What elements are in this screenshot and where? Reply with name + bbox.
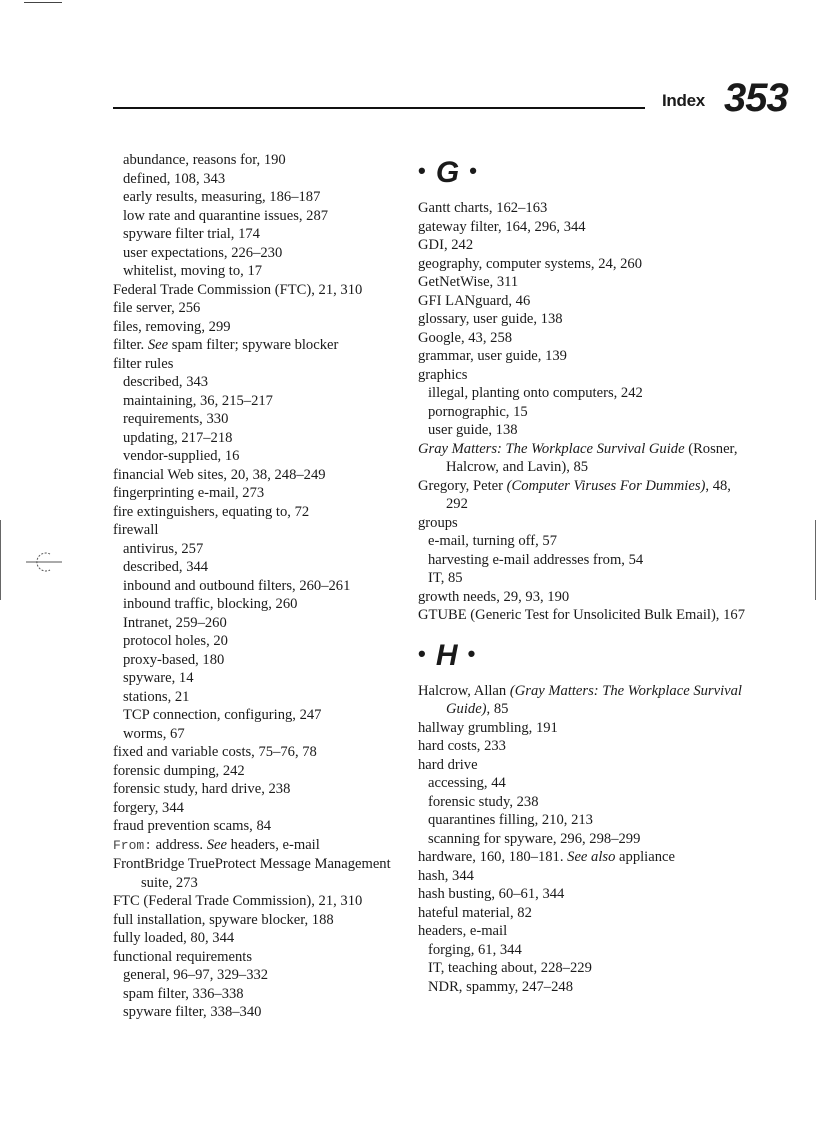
entry-text: grammar, user guide, 139 bbox=[418, 348, 567, 364]
section-heading bbox=[418, 634, 748, 682]
entry-text: fire extinguishers, equating to, 72 bbox=[113, 503, 310, 520]
index-subentry bbox=[113, 966, 413, 985]
index-subentry bbox=[418, 569, 748, 588]
index-entry bbox=[418, 236, 748, 255]
entry-text: hash, 344 bbox=[418, 867, 474, 884]
code-text: From: bbox=[113, 837, 153, 853]
entry-text: low rate and quarantine issues, 287 bbox=[123, 207, 329, 224]
index-entry bbox=[418, 922, 748, 941]
entry-text: TCP connection, configuring, 247 bbox=[123, 707, 322, 723]
entry-text: IT, 85 bbox=[428, 570, 463, 586]
index-entry bbox=[418, 255, 748, 274]
index-entry bbox=[418, 867, 748, 886]
entry-text: GTUBE (Generic Test for Unsolicited Bulk Email), 167 bbox=[418, 607, 745, 623]
index-entry bbox=[418, 514, 748, 533]
index-entry bbox=[418, 904, 748, 923]
index-subentry bbox=[113, 170, 413, 189]
index-subentry bbox=[418, 403, 748, 422]
entry-text: hallway grumbling, 191 bbox=[418, 719, 558, 736]
index-subentry bbox=[113, 595, 413, 614]
entry-text: FTC (Federal Trade Commission), 21, 310 bbox=[113, 893, 363, 909]
index-entry bbox=[418, 885, 748, 904]
index-subentry bbox=[418, 959, 748, 978]
entry-text: worms, 67 bbox=[123, 725, 185, 742]
entry-text: forensic dumping, 242 bbox=[113, 762, 245, 779]
entry-text: user expectations, 226–230 bbox=[123, 244, 283, 261]
index-subentry bbox=[418, 793, 748, 812]
entry-text: NDR, spammy, 247–248 bbox=[428, 978, 573, 995]
entry-text: full installation, spyware blocker, 188 bbox=[113, 911, 334, 928]
entry-text: headers, e-mail bbox=[418, 923, 508, 939]
index-subentry bbox=[113, 540, 413, 559]
index-subentry bbox=[113, 577, 413, 596]
section-letter: H bbox=[435, 638, 460, 672]
entry-text: spyware, 14 bbox=[123, 670, 194, 686]
entry-text: filter rules bbox=[113, 355, 174, 372]
bullet-icon: • bbox=[418, 158, 436, 183]
entry-text: inbound and outbound filters, 260–261 bbox=[123, 577, 351, 594]
entry-text: scanning for spyware, 296, 298–299 bbox=[428, 830, 641, 847]
index-column-left bbox=[113, 151, 413, 1022]
index-entry bbox=[113, 336, 413, 355]
entry-text: stations, 21 bbox=[123, 688, 190, 705]
entry-text: spyware filter trial, 174 bbox=[123, 226, 260, 242]
entry-text: firewall bbox=[113, 522, 159, 538]
index-entry bbox=[113, 762, 413, 781]
index-entry bbox=[113, 466, 413, 485]
bullet-icon: • bbox=[459, 640, 478, 666]
index-entry bbox=[418, 606, 748, 625]
entry-text: spyware filter, 338–340 bbox=[123, 1004, 262, 1020]
entry-text: FrontBridge TrueProtect Message Management suite, 273 bbox=[113, 856, 391, 891]
index-entry bbox=[113, 743, 413, 762]
italic-text: See also bbox=[567, 849, 616, 865]
italic-text: See bbox=[147, 337, 169, 353]
italic-text: (Gray Matters: The Workplace Survival Guide) bbox=[446, 682, 742, 717]
index-subentry bbox=[113, 614, 413, 633]
entry-text: fingerprinting e-mail, 273 bbox=[113, 485, 265, 501]
index-subentry bbox=[113, 669, 413, 688]
entry-text: spam filter; spyware blocker bbox=[168, 337, 339, 353]
header-rule bbox=[113, 107, 645, 109]
index-entry bbox=[113, 836, 413, 856]
entry-text: Gregory, Peter bbox=[418, 477, 507, 494]
entry-text: hash busting, 60–61, 344 bbox=[418, 886, 565, 902]
entry-text: maintaining, 36, 215–217 bbox=[123, 392, 273, 409]
entry-text: antivirus, 257 bbox=[123, 540, 204, 557]
entry-text: (Rosner, Halcrow, and Lavin), 85 bbox=[446, 440, 738, 475]
entry-text: GetNetWise, 311 bbox=[418, 274, 519, 290]
entry-text: forensic study, 238 bbox=[428, 793, 539, 810]
entry-text: fully loaded, 80, 344 bbox=[113, 930, 235, 946]
index-entry bbox=[418, 477, 748, 514]
index-subentry bbox=[418, 978, 748, 997]
index-entry bbox=[418, 737, 748, 756]
entry-text: hard drive bbox=[418, 756, 478, 773]
entry-text: GDI, 242 bbox=[418, 237, 474, 253]
entry-text: filter. bbox=[113, 337, 148, 353]
index-entry bbox=[113, 855, 413, 892]
italic-text: (Computer Viruses For Dummies) bbox=[506, 477, 706, 494]
index-entry bbox=[418, 310, 748, 329]
index-entry bbox=[418, 440, 748, 477]
section-gap bbox=[418, 625, 748, 634]
index-entry bbox=[113, 299, 413, 318]
entry-text: appliance bbox=[615, 849, 675, 865]
entry-text: files, removing, 299 bbox=[113, 318, 231, 335]
italic-text: Gray Matters: The Workplace Survival Guide bbox=[418, 440, 685, 457]
entry-text: pornographic, 15 bbox=[428, 403, 528, 420]
entry-text: hateful material, 82 bbox=[418, 904, 532, 921]
index-entry bbox=[418, 588, 748, 607]
index-entry bbox=[113, 911, 413, 930]
index-subentry bbox=[113, 706, 413, 725]
entry-text: proxy-based, 180 bbox=[123, 651, 225, 668]
index-subentry bbox=[418, 421, 748, 440]
entry-text: forensic study, hard drive, 238 bbox=[113, 781, 291, 797]
index-subentry bbox=[113, 688, 413, 707]
index-subentry bbox=[113, 373, 413, 392]
entry-text: whitelist, moving to, 17 bbox=[123, 263, 263, 279]
italic-text: See bbox=[206, 836, 227, 853]
index-subentry bbox=[113, 632, 413, 651]
index-subentry bbox=[418, 941, 748, 960]
entry-text: Intranet, 259–260 bbox=[123, 614, 227, 631]
entry-text: groups bbox=[418, 514, 458, 531]
index-subentry bbox=[113, 429, 413, 448]
index-entry bbox=[113, 503, 413, 522]
entry-text: glossary, user guide, 138 bbox=[418, 311, 563, 327]
index-subentry bbox=[113, 262, 413, 281]
index-entry bbox=[418, 329, 748, 348]
entry-text: vendor-supplied, 16 bbox=[123, 448, 240, 464]
bullet-icon: • bbox=[418, 640, 436, 666]
entry-text: abundance, reasons for, 190 bbox=[123, 152, 286, 168]
entry-text: geography, computer systems, 24, 260 bbox=[418, 255, 643, 272]
crop-mark-top bbox=[24, 2, 62, 3]
entry-text: Halcrow, Allan bbox=[418, 682, 510, 699]
index-entry bbox=[113, 929, 413, 948]
crop-mark-left bbox=[0, 520, 1, 600]
entry-text: IT, teaching about, 228–229 bbox=[428, 960, 592, 976]
entry-text: early results, measuring, 186–187 bbox=[123, 189, 321, 205]
entry-text: quarantines filling, 210, 213 bbox=[428, 812, 593, 828]
entry-text: defined, 108, 343 bbox=[123, 170, 226, 187]
index-subentry bbox=[113, 188, 413, 207]
index-entry bbox=[418, 366, 748, 385]
entry-text: forgery, 344 bbox=[113, 799, 184, 816]
index-subentry bbox=[113, 151, 413, 170]
section-heading bbox=[418, 151, 748, 199]
index-subentry bbox=[113, 392, 413, 411]
index-subentry bbox=[418, 774, 748, 793]
index-entry bbox=[418, 199, 748, 218]
page-number: 353 bbox=[724, 76, 788, 120]
entry-text: illegal, planting onto computers, 242 bbox=[428, 385, 643, 401]
entry-text: harvesting e-mail addresses from, 54 bbox=[428, 551, 644, 568]
index-entry bbox=[418, 292, 748, 311]
entry-text: Federal Trade Commission (FTC), 21, 310 bbox=[113, 281, 363, 298]
entry-text: headers, e-mail bbox=[227, 836, 320, 853]
index-entry bbox=[418, 347, 748, 366]
index-entry bbox=[418, 273, 748, 292]
index-subentry bbox=[113, 207, 413, 226]
entry-text: hardware, 160, 180–181. bbox=[418, 849, 568, 865]
index-entry bbox=[418, 719, 748, 738]
entry-text: e-mail, turning off, 57 bbox=[428, 533, 558, 549]
index-subentry bbox=[113, 447, 413, 466]
entry-text: forging, 61, 344 bbox=[428, 941, 522, 958]
index-entry bbox=[113, 318, 413, 337]
index-entry bbox=[418, 756, 748, 775]
bullet-icon: • bbox=[461, 158, 479, 183]
entry-text: , 48, 292 bbox=[446, 477, 731, 512]
entry-text: general, 96–97, 329–332 bbox=[123, 967, 269, 983]
index-entry bbox=[113, 799, 413, 818]
index-subentry bbox=[418, 532, 748, 551]
index-subentry bbox=[418, 811, 748, 830]
index-entry bbox=[113, 484, 413, 503]
entry-text: fixed and variable costs, 75–76, 78 bbox=[113, 744, 317, 760]
entry-text: financial Web sites, 20, 38, 248–249 bbox=[113, 466, 326, 483]
index-entry bbox=[418, 682, 748, 719]
index-subentry bbox=[113, 1003, 413, 1022]
index-entry bbox=[113, 281, 413, 300]
index-subentry bbox=[113, 558, 413, 577]
index-entry bbox=[113, 892, 413, 911]
entry-text: growth needs, 29, 93, 190 bbox=[418, 588, 570, 605]
entry-text: updating, 217–218 bbox=[123, 429, 233, 446]
entry-text: Gantt charts, 162–163 bbox=[418, 200, 548, 216]
entry-text: user guide, 138 bbox=[428, 422, 518, 438]
entry-text: accessing, 44 bbox=[428, 775, 506, 791]
index-subentry bbox=[113, 244, 413, 263]
entry-text: inbound traffic, blocking, 260 bbox=[123, 596, 298, 612]
index-entry bbox=[113, 355, 413, 374]
index-subentry bbox=[113, 410, 413, 429]
registration-mark-icon bbox=[26, 551, 62, 573]
entry-text: , 85 bbox=[486, 701, 509, 717]
index-subentry bbox=[113, 225, 413, 244]
index-entry bbox=[113, 817, 413, 836]
entry-text: protocol holes, 20 bbox=[123, 633, 228, 649]
entry-text: described, 343 bbox=[123, 374, 209, 390]
entry-text: spam filter, 336–338 bbox=[123, 985, 244, 1002]
index-subentry bbox=[418, 551, 748, 570]
section-letter: G bbox=[435, 156, 462, 189]
index-entry bbox=[113, 948, 413, 967]
entry-text: address. bbox=[152, 836, 207, 853]
entry-text: Google, 43, 258 bbox=[418, 329, 513, 346]
index-entry bbox=[418, 848, 748, 867]
index-subentry bbox=[418, 830, 748, 849]
index-entry bbox=[113, 521, 413, 540]
index-entry bbox=[418, 218, 748, 237]
index-subentry bbox=[113, 651, 413, 670]
index-subentry bbox=[113, 725, 413, 744]
entry-text: file server, 256 bbox=[113, 300, 201, 316]
entry-text: described, 344 bbox=[123, 559, 209, 575]
index-column-right bbox=[418, 151, 748, 996]
index-subentry bbox=[418, 384, 748, 403]
entry-text: gateway filter, 164, 296, 344 bbox=[418, 218, 586, 235]
running-head: Index bbox=[662, 91, 705, 110]
entry-text: functional requirements bbox=[113, 948, 252, 965]
entry-text: fraud prevention scams, 84 bbox=[113, 818, 272, 834]
index-subentry bbox=[113, 985, 413, 1004]
entry-text: requirements, 330 bbox=[123, 411, 229, 427]
entry-text: hard costs, 233 bbox=[418, 738, 506, 754]
index-entry bbox=[113, 780, 413, 799]
entry-text: graphics bbox=[418, 366, 468, 383]
entry-text: GFI LANguard, 46 bbox=[418, 292, 531, 309]
